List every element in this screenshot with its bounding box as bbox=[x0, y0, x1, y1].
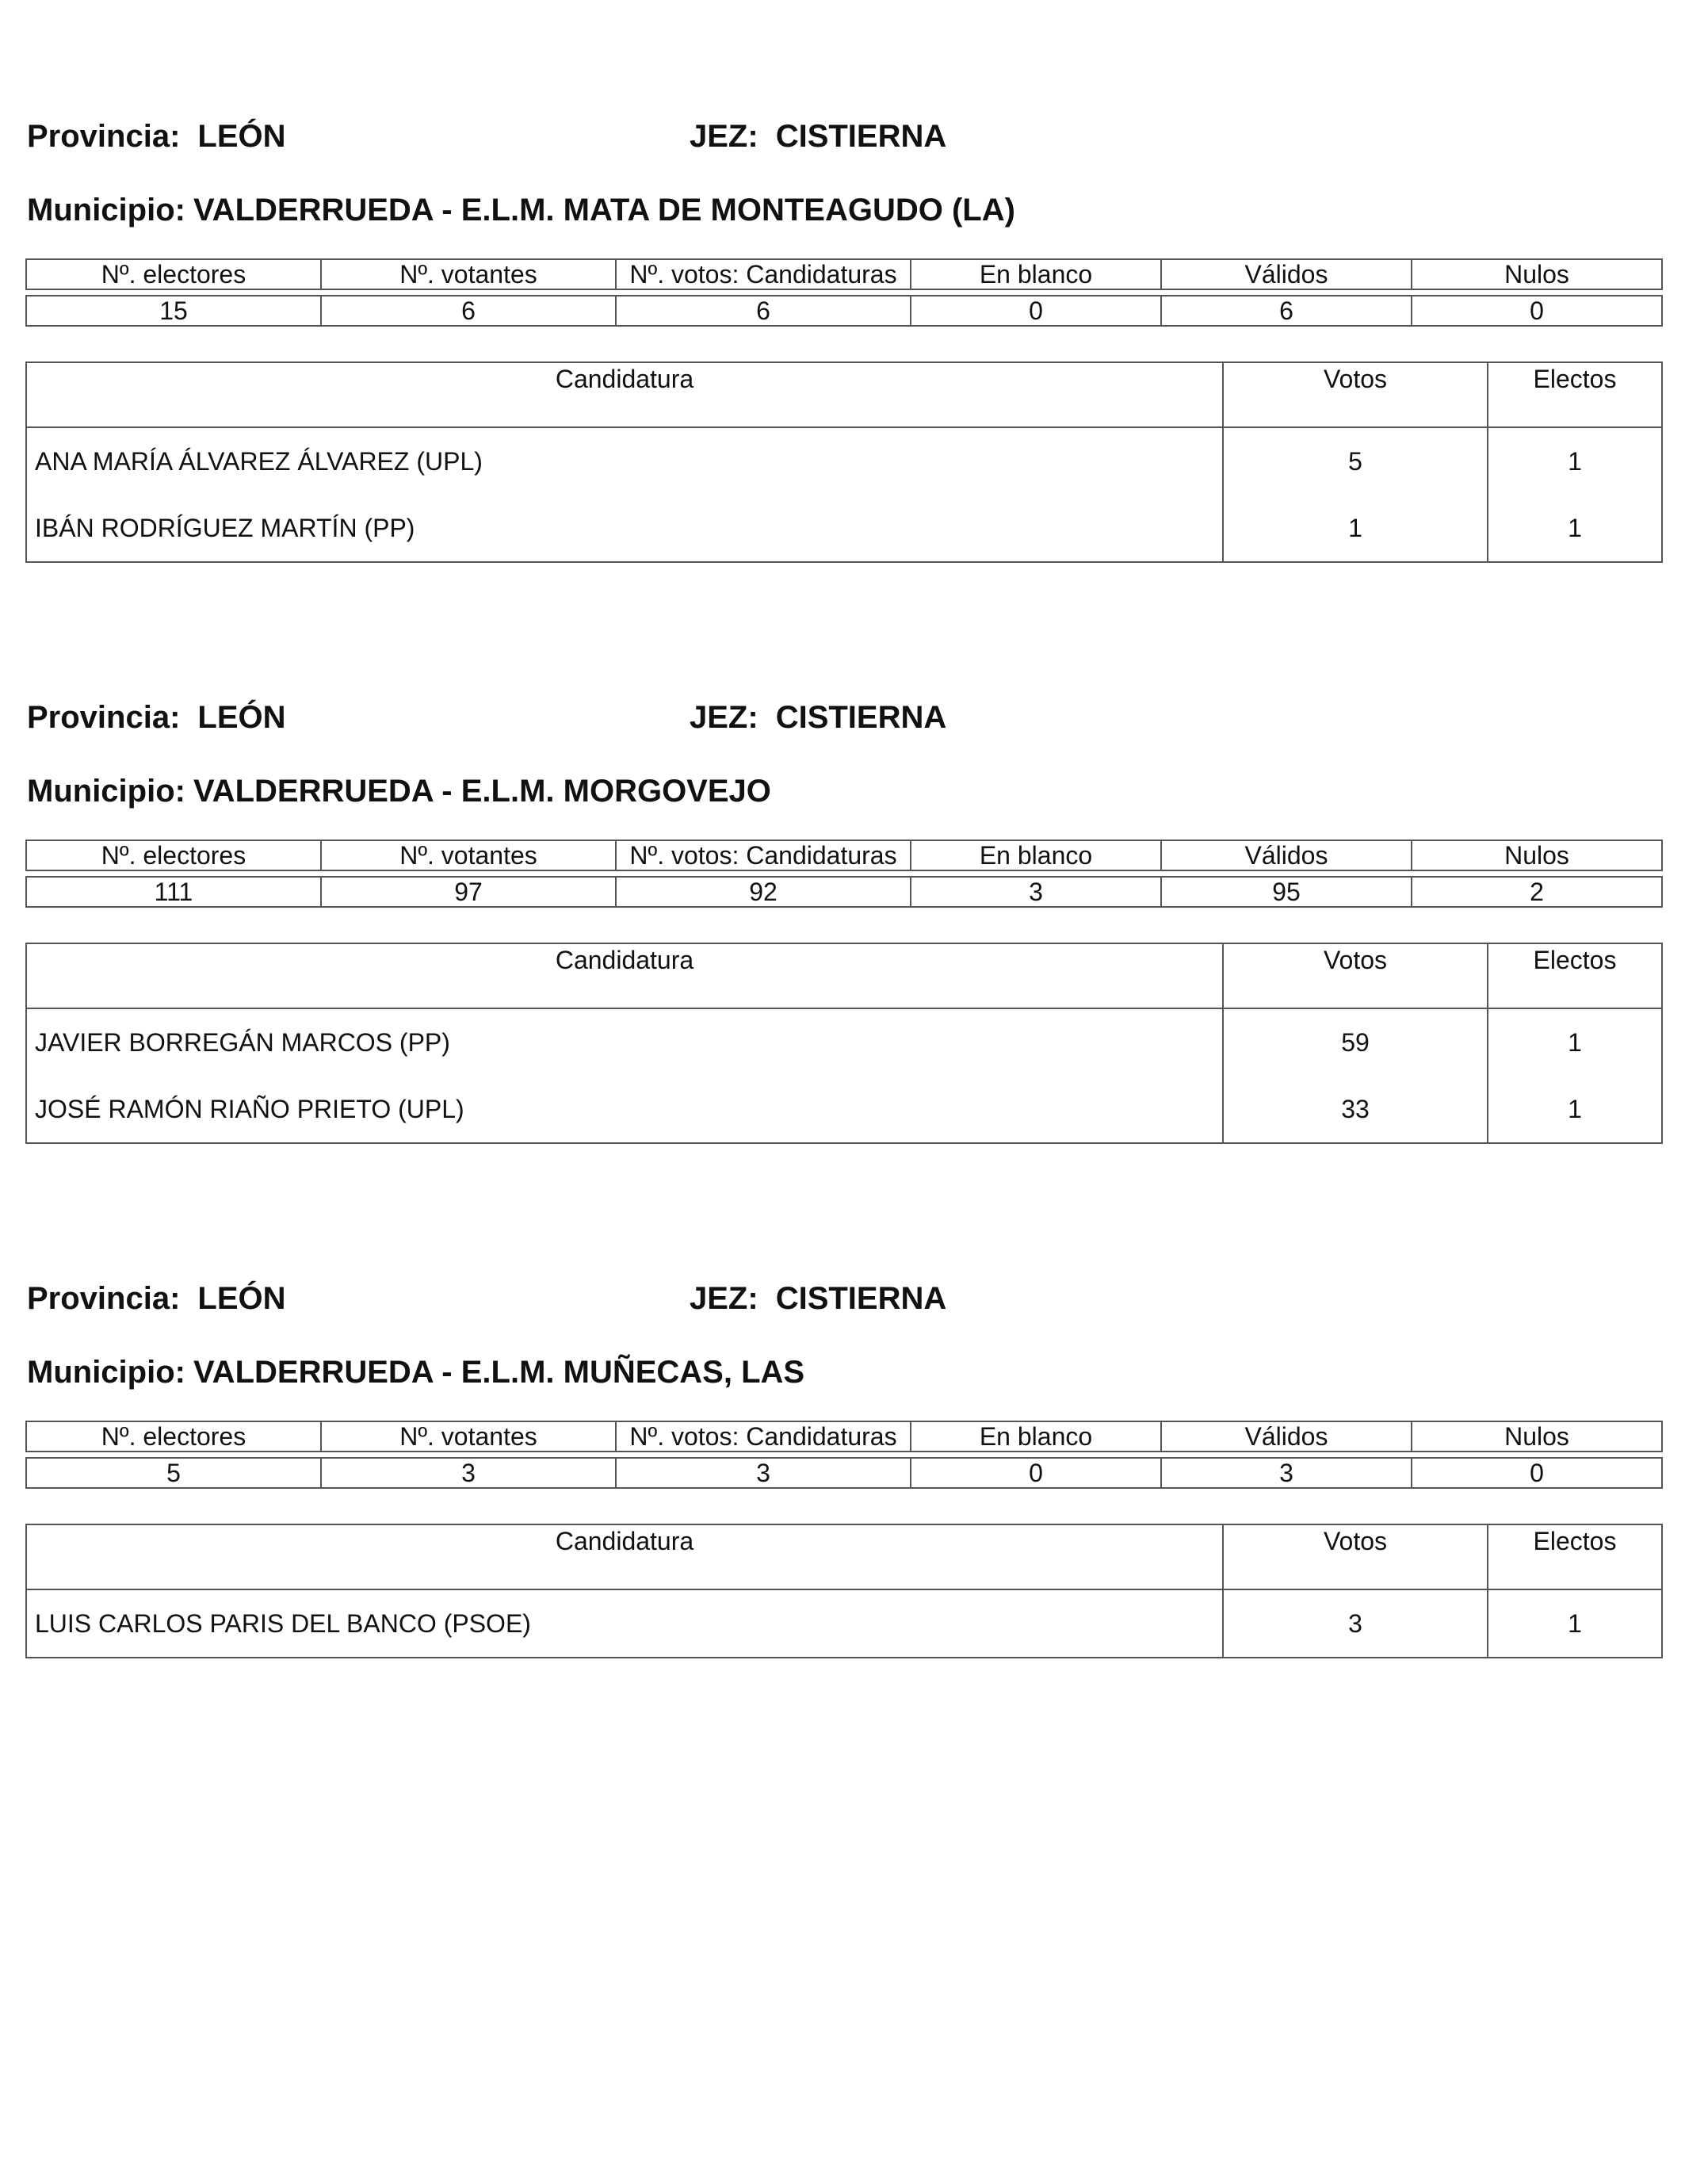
electos-header: Electos bbox=[1488, 362, 1662, 427]
stats-header-cell: Nº. votantes bbox=[321, 1421, 616, 1452]
jez-label: JEZ: bbox=[690, 119, 758, 154]
municipio-label: Municipio: bbox=[27, 1355, 185, 1390]
candidate-row bbox=[26, 1589, 1662, 1658]
candidate-votos: 3 bbox=[1223, 1589, 1488, 1658]
candidates-header-row bbox=[26, 1524, 1662, 1589]
candidate-votos: 59 bbox=[1223, 1008, 1488, 1076]
votos-header: Votos bbox=[1223, 1524, 1488, 1589]
stats-gap bbox=[26, 289, 1662, 296]
stats-table bbox=[25, 258, 1663, 327]
candidate-votos: 5 bbox=[1223, 427, 1488, 495]
municipio-label: Municipio: bbox=[27, 193, 185, 228]
stats-value-cell: 97 bbox=[321, 877, 616, 907]
stats-header-cell: Nº. votos: Candidaturas bbox=[616, 1421, 911, 1452]
candidate-name: IBÁN RODRÍGUEZ MARTÍN (PP) bbox=[26, 495, 1223, 562]
section-3 bbox=[0, 1162, 1685, 1749]
jez-value: CISTIERNA bbox=[775, 119, 947, 154]
candidate-name: LUIS CARLOS PARIS DEL BANCO (PSOE) bbox=[26, 1589, 1223, 1658]
candidates-header-row bbox=[26, 362, 1662, 427]
stats-header-cell: En blanco bbox=[911, 840, 1161, 870]
stats-value-cell: 92 bbox=[616, 877, 911, 907]
stats-value-cell: 6 bbox=[321, 296, 616, 326]
provincia-line bbox=[27, 1281, 286, 1317]
stats-value-cell: 3 bbox=[1161, 1458, 1412, 1488]
municipio-line bbox=[27, 193, 1015, 228]
stats-gap bbox=[26, 870, 1662, 877]
candidate-name: JAVIER BORREGÁN MARCOS (PP) bbox=[26, 1008, 1223, 1076]
stats-value-cell: 3 bbox=[321, 1458, 616, 1488]
stats-header-cell: Válidos bbox=[1161, 840, 1412, 870]
stats-value-cell: 2 bbox=[1412, 877, 1662, 907]
jez-line bbox=[690, 119, 946, 155]
municipio-value: VALDERRUEDA - E.L.M. MORGOVEJO bbox=[193, 774, 771, 809]
stats-value-cell: 6 bbox=[616, 296, 911, 326]
stats-value-cell: 15 bbox=[26, 296, 321, 326]
candidate-row bbox=[26, 495, 1662, 562]
provincia-label: Provincia: bbox=[27, 119, 181, 154]
candidate-electos: 1 bbox=[1488, 1589, 1662, 1658]
stats-value-row bbox=[26, 296, 1662, 326]
municipio-line bbox=[27, 1355, 804, 1390]
candidate-name: ANA MARÍA ÁLVAREZ ÁLVAREZ (UPL) bbox=[26, 427, 1223, 495]
stats-value-row bbox=[26, 877, 1662, 907]
municipio-line bbox=[27, 774, 771, 809]
stats-header-cell: En blanco bbox=[911, 259, 1161, 289]
stats-header-cell: Nº. electores bbox=[26, 259, 321, 289]
candidatura-header: Candidatura bbox=[26, 1524, 1223, 1589]
stats-header-cell: Nº. votantes bbox=[321, 259, 616, 289]
candidates-table bbox=[25, 361, 1663, 563]
provincia-line bbox=[27, 700, 286, 736]
provincia-line bbox=[27, 119, 286, 155]
stats-gap bbox=[26, 1452, 1662, 1458]
municipio-label: Municipio: bbox=[27, 774, 185, 809]
municipio-value: VALDERRUEDA - E.L.M. MUÑECAS, LAS bbox=[193, 1355, 805, 1390]
stats-value-cell: 0 bbox=[1412, 296, 1662, 326]
stats-header-cell: Válidos bbox=[1161, 1421, 1412, 1452]
stats-header-cell: Válidos bbox=[1161, 259, 1412, 289]
candidate-row bbox=[26, 1008, 1662, 1076]
candidate-votos: 1 bbox=[1223, 495, 1488, 562]
stats-value-cell: 6 bbox=[1161, 296, 1412, 326]
stats-value-cell: 3 bbox=[911, 877, 1161, 907]
candidates-table bbox=[25, 1524, 1663, 1658]
section-1 bbox=[0, 0, 1685, 587]
stats-header-row bbox=[26, 840, 1662, 870]
stats-header-cell: Nº. votos: Candidaturas bbox=[616, 259, 911, 289]
stats-header-cell: En blanco bbox=[911, 1421, 1161, 1452]
stats-header-cell: Nº. electores bbox=[26, 1421, 321, 1452]
stats-header-cell: Nº. votantes bbox=[321, 840, 616, 870]
stats-value-cell: 95 bbox=[1161, 877, 1412, 907]
candidate-votos: 33 bbox=[1223, 1076, 1488, 1143]
jez-label: JEZ: bbox=[690, 1281, 758, 1316]
stats-header-cell: Nulos bbox=[1412, 1421, 1662, 1452]
stats-table bbox=[25, 840, 1663, 908]
candidate-electos: 1 bbox=[1488, 1076, 1662, 1143]
electos-header: Electos bbox=[1488, 1524, 1662, 1589]
candidate-row bbox=[26, 1076, 1662, 1143]
stats-value-cell: 5 bbox=[26, 1458, 321, 1488]
stats-header-row bbox=[26, 1421, 1662, 1452]
jez-label: JEZ: bbox=[690, 700, 758, 735]
candidate-name: JOSÉ RAMÓN RIAÑO PRIETO (UPL) bbox=[26, 1076, 1223, 1143]
provincia-value: LEÓN bbox=[197, 1281, 286, 1316]
candidates-header-row bbox=[26, 943, 1662, 1008]
jez-line bbox=[690, 700, 946, 736]
candidate-electos: 1 bbox=[1488, 495, 1662, 562]
candidate-electos: 1 bbox=[1488, 1008, 1662, 1076]
candidate-row bbox=[26, 427, 1662, 495]
municipio-value: VALDERRUEDA - E.L.M. MATA DE MONTEAGUDO (LA) bbox=[193, 193, 1015, 228]
stats-header-cell: Nulos bbox=[1412, 259, 1662, 289]
provincia-value: LEÓN bbox=[197, 119, 286, 154]
jez-value: CISTIERNA bbox=[775, 1281, 947, 1316]
stats-value-cell: 0 bbox=[1412, 1458, 1662, 1488]
provincia-label: Provincia: bbox=[27, 1281, 181, 1316]
stats-table bbox=[25, 1421, 1663, 1489]
stats-value-cell: 111 bbox=[26, 877, 321, 907]
electos-header: Electos bbox=[1488, 943, 1662, 1008]
stats-header-cell: Nº. votos: Candidaturas bbox=[616, 840, 911, 870]
votos-header: Votos bbox=[1223, 362, 1488, 427]
candidates-table bbox=[25, 943, 1663, 1144]
candidate-electos: 1 bbox=[1488, 427, 1662, 495]
stats-header-cell: Nº. electores bbox=[26, 840, 321, 870]
jez-line bbox=[690, 1281, 946, 1317]
candidatura-header: Candidatura bbox=[26, 362, 1223, 427]
provincia-label: Provincia: bbox=[27, 700, 181, 735]
section-2 bbox=[0, 581, 1685, 1168]
stats-value-cell: 3 bbox=[616, 1458, 911, 1488]
stats-value-row bbox=[26, 1458, 1662, 1488]
stats-header-cell: Nulos bbox=[1412, 840, 1662, 870]
provincia-value: LEÓN bbox=[197, 700, 286, 735]
jez-value: CISTIERNA bbox=[775, 700, 947, 735]
stats-value-cell: 0 bbox=[911, 1458, 1161, 1488]
votos-header: Votos bbox=[1223, 943, 1488, 1008]
candidatura-header: Candidatura bbox=[26, 943, 1223, 1008]
stats-value-cell: 0 bbox=[911, 296, 1161, 326]
stats-header-row bbox=[26, 259, 1662, 289]
